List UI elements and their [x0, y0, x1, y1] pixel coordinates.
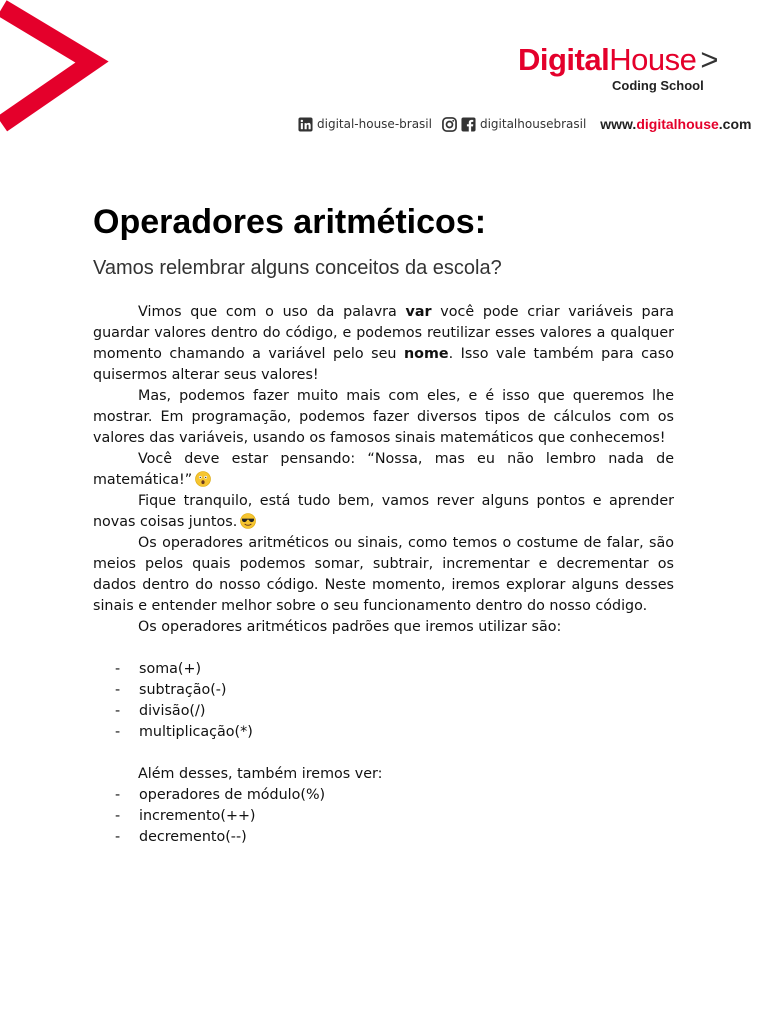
paragraph-1: [93, 302, 674, 386]
page-subtitle: Vamos relembrar alguns conceitos da escola?: [93, 257, 502, 279]
brand-house: House: [609, 42, 697, 77]
fb-ig-handle[interactable]: digitalhousebrasil: [479, 117, 587, 131]
page-title: Operadores aritméticos:: [93, 203, 487, 241]
paragraph-5: Os operadores aritméticos ou sinais, como temos o costume de falar, são meios pelos quais podemos somar, subtrair, incrementar e decrementar os dados dentro do nosso código. Neste momento, iremos explorar alguns desses sinais e entender melhor sobre o seu funcionamento dentro do nosso código.: [93, 535, 674, 614]
facebook-icon[interactable]: [461, 117, 476, 132]
list-item: - soma(+): [93, 659, 674, 680]
brand-subtitle: Coding School: [612, 78, 704, 93]
keyword-var: var: [405, 304, 432, 320]
linkedin-handle[interactable]: digital-house-brasil: [317, 117, 432, 131]
p1-text-a: Vimos que com o uso da palavra: [138, 304, 406, 320]
brand-digital: Digital: [518, 42, 610, 77]
brand-arrow: >: [700, 42, 718, 77]
astonished-face-emoji: [195, 471, 211, 487]
linkedin-icon[interactable]: [298, 117, 313, 132]
document-body: [93, 302, 674, 848]
sunglasses-face-emoji: [240, 513, 256, 529]
list-item: - decremento(--): [93, 827, 674, 848]
social-links: [298, 114, 751, 134]
website-link[interactable]: [600, 116, 751, 132]
p3-text: Você deve estar pensando: “Nossa, mas eu não lembro nada de matemática!”: [93, 451, 674, 488]
p1-text-c: . Isso vale também para caso quisermos alterar seus valores!: [93, 346, 674, 383]
list-item: - subtração(-): [93, 680, 674, 701]
paragraph-2: Mas, podemos fazer muito mais com eles, e é isso que queremos lhe mostrar. Em programação, podemos fazer diversos tipos de cálculos com os valores das variáveis, usando os famosos sinais matemáticos que conhecemos!: [93, 388, 674, 446]
list-item: - operadores de módulo(%): [93, 785, 674, 806]
list-item: - divisão(/): [93, 701, 674, 722]
instagram-icon[interactable]: [442, 117, 457, 132]
operators-list: [93, 659, 674, 743]
p1-text-b: você pode criar variáveis para guardar valores dentro do código, e podemos reutilizar esses valores a qualquer momento chamando a variável pelo seu: [93, 304, 674, 362]
website-domain: digitalhouse: [636, 116, 719, 132]
extra-operators-list: [93, 785, 674, 848]
paragraph-4: [93, 491, 674, 533]
website-suffix: .com: [718, 116, 752, 132]
website-prefix: www.: [600, 116, 637, 132]
list-item: - multiplicação(*): [93, 722, 674, 743]
list-item: - incremento(++): [93, 806, 674, 827]
p4-text: Fique tranquilo, está tudo bem, vamos rever alguns pontos e aprender novas coisas juntos.: [93, 493, 674, 530]
keyword-nome: nome: [403, 346, 449, 362]
paragraph-7: Além desses, também iremos ver:: [138, 766, 383, 782]
chevron-logo-icon: [0, 0, 110, 140]
paragraph-6: Os operadores aritméticos padrões que iremos utilizar são:: [138, 619, 562, 635]
brand-logo[interactable]: [518, 42, 728, 93]
paragraph-3: [93, 449, 674, 491]
